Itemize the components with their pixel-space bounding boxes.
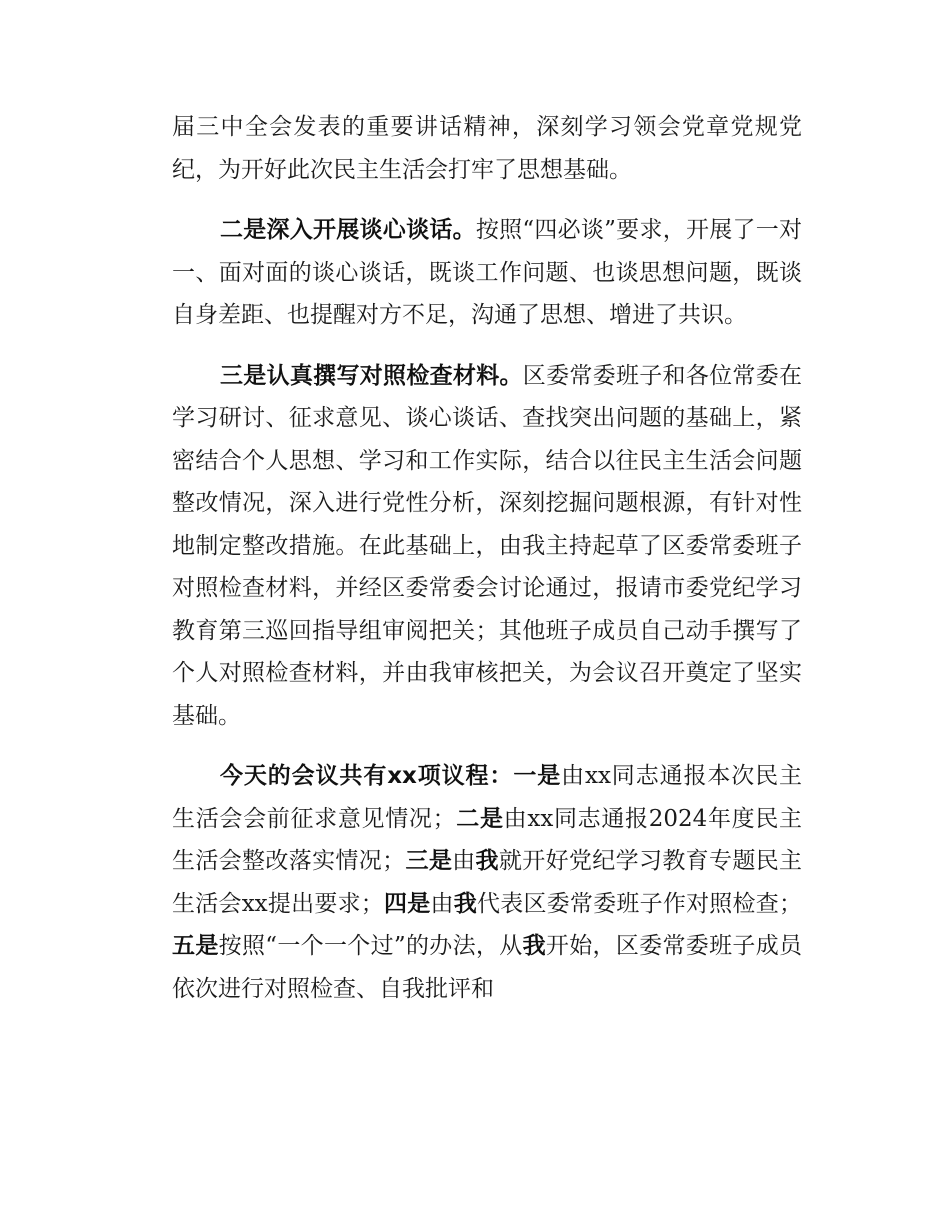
paragraph-meeting-agenda	[172, 755, 802, 1010]
agenda-item-text: 代表区委常委班子作对照检查；	[476, 890, 803, 917]
agenda-item-text: 开始，区委常委班子成员依次进行对照检查、自我批评和	[172, 933, 803, 1002]
paragraph-lead: 三是认真撰写对照检查材料。	[220, 362, 523, 389]
paragraph-study-basis	[172, 106, 802, 191]
paragraph-text: 届三中全会发表的重要讲话精神，深刻学习领会党章党规党纪，为开好此次民主生活会打牢了思想基础。	[172, 114, 802, 183]
agenda-intro: 今天的会议共有xx项议程：	[220, 763, 514, 789]
agenda-item-text: 就开好党纪学习教育专题民主生活会xx提出要求；	[172, 848, 803, 917]
paragraph-text: 按照“四必谈”要求，开展了一对一、面对面的谈心谈话，既谈工作问题、也谈思想问题，既谈自身差距、也提醒对方不足，沟通了思想、增进了共识。	[172, 217, 802, 328]
agenda-emphasis: 我	[522, 933, 546, 959]
agenda-item-marker: 三是	[405, 848, 453, 874]
agenda-item-text: 按照“一个一个过”的办法，从	[218, 933, 523, 959]
agenda-item-marker: 五是	[172, 933, 219, 959]
paragraph-review-materials	[172, 355, 802, 738]
agenda-item-text: 由	[452, 848, 476, 874]
agenda-item-marker: 二是	[455, 805, 504, 832]
paragraph-heart-to-heart-talks	[172, 209, 802, 337]
agenda-emphasis: 我	[453, 890, 477, 917]
agenda-item-text: 由	[430, 890, 454, 917]
agenda-item-marker: 四是	[383, 890, 431, 917]
document-body	[172, 106, 802, 1028]
paragraph-text: 区委常委班子和各位常委在学习研讨、征求意见、谈心谈话、查找突出问题的基础上，紧密结合个人思想、学习和工作实际，结合以往民主生活会问题整改情况，深入进行党性分析，深刻挖掘问题根源，有针对性地制定整改措施。在此基础上，由我主持起草了区委常委班子对照检查材料，并经区委常委会讨论通过，报请市委党纪学习教育第三巡回指导组审阅把关；其他班子成员自己动手撰写了个人对照检查材料，并由我审核把关，为会议召开奠定了坚实基础。	[172, 362, 803, 729]
paragraph-lead: 二是深入开展谈心谈话。	[220, 217, 476, 243]
agenda-emphasis: 我	[475, 848, 499, 874]
agenda-item-text: 由xx同志通报本次民主生活会会前征求意见情况；	[172, 763, 803, 832]
agenda-item-text: 由xx同志通报2024年度民主生活会整改落实情况；	[172, 805, 803, 874]
agenda-item-marker: 一是	[513, 763, 562, 789]
